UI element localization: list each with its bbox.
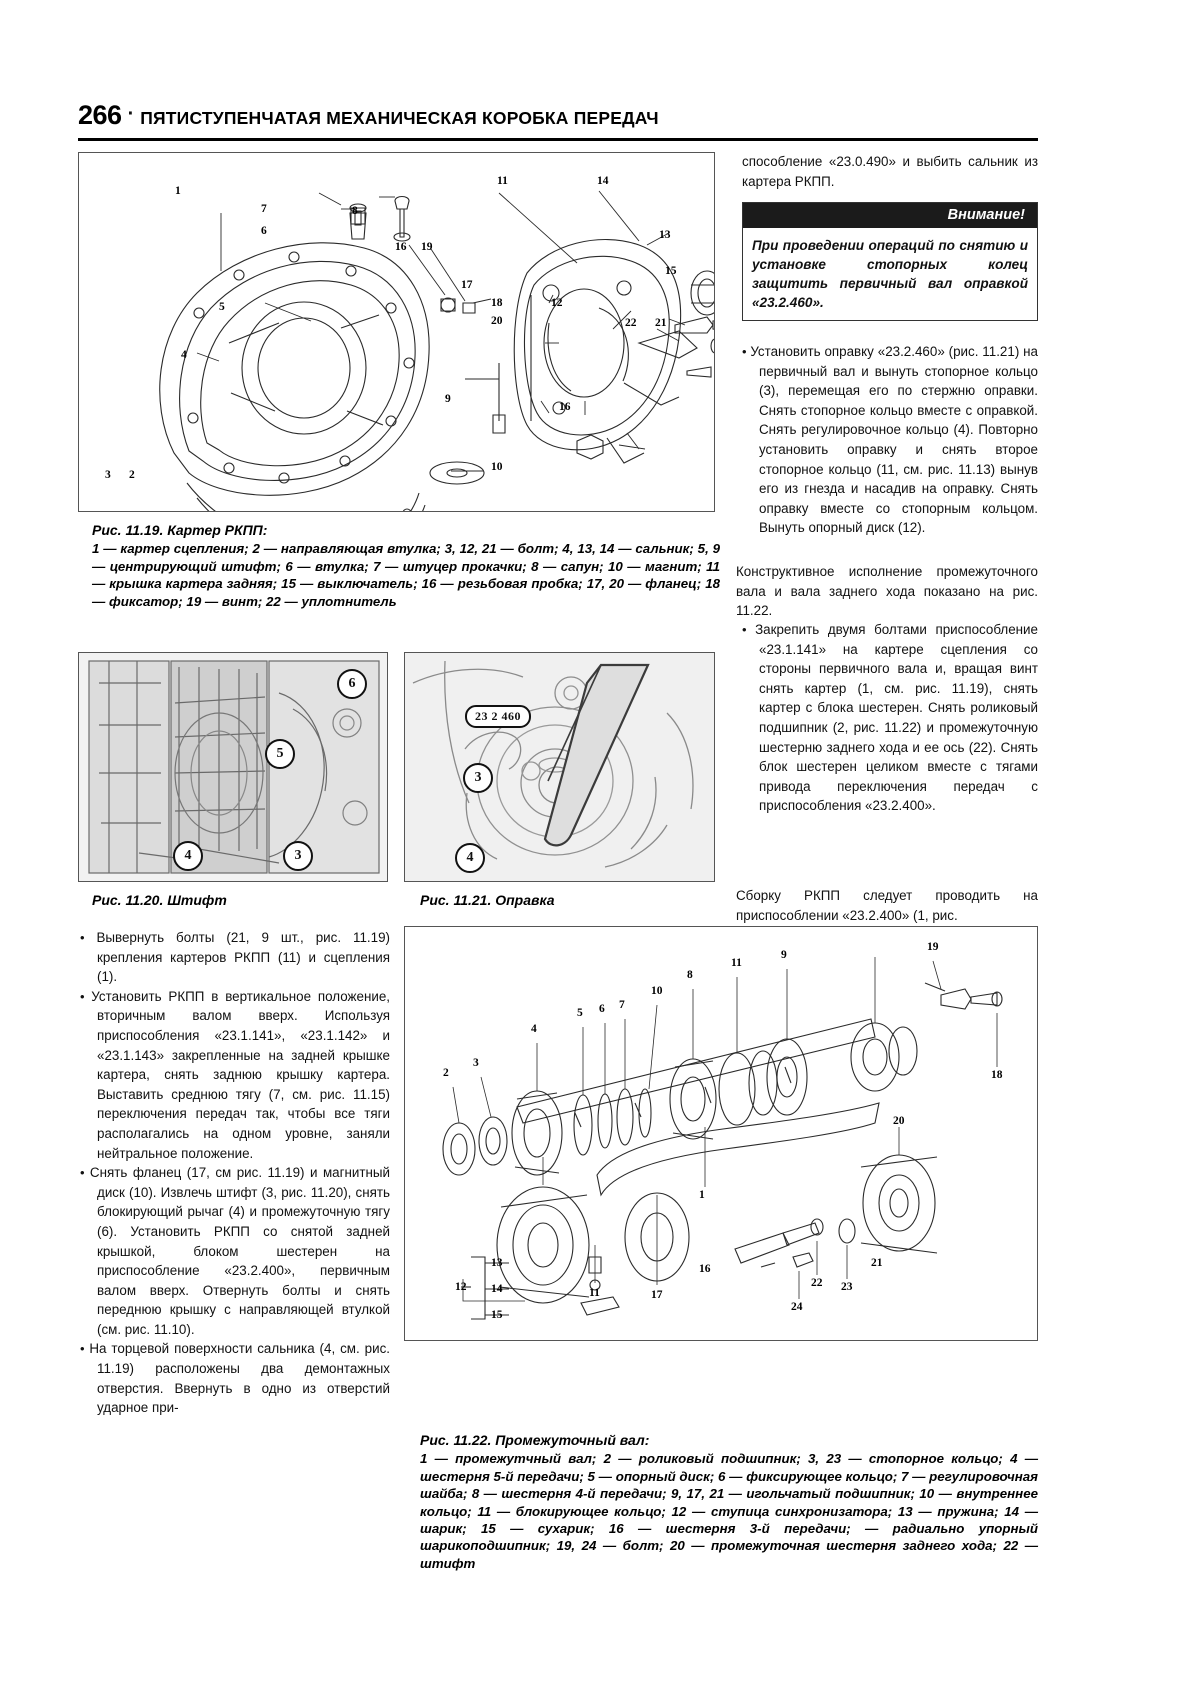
fig-11-19-label: 20 (491, 315, 503, 327)
fig-11-22-label: 7 (619, 999, 625, 1011)
figure-11-19-caption (92, 522, 720, 610)
fig-11-19-label: 19 (421, 241, 433, 253)
fig-11-22-label: 1 (699, 1189, 705, 1201)
figure-11-20-callout-6: 6 (337, 669, 367, 699)
right-column-instructions-1 (742, 342, 1038, 538)
fig-11-22-label: 19 (927, 941, 939, 953)
fig-11-22-label: 6 (599, 1003, 605, 1015)
figure-11-22-legend: 1 — промежутчный вал; 2 — роликовый подшипник; 3, 23 — стопорное кольцо; 4 — шестерня 5-й передачи; 5 — опорный диск; 6 — фиксирующее кольцо; 7 — регулировочная шайба; 8 — шестерня 4-й передачи; 9, 17, 21 — игольчатый подшипник; 10 — внутреннее кольцо; 11 — блокирующее кольцо; 12 — ступица синхронизатора; 13 — пружина; 14 — шарик; 15 — сухарик; 16 — шестерня 3-й передачи; — радиально упорный шарикоподшипник; 19, 24 — болт; 20 — промежуточная шестерня заднего хода; 22 — штифт (420, 1451, 1038, 1571)
header-separator: · (127, 103, 135, 125)
figure-11-19-title: Рис. 11.19. Картер РКПП: (92, 522, 268, 538)
figure-11-21-tool-tag: 23 2 460 (465, 705, 531, 728)
fig-11-22-label: 16 (699, 1263, 711, 1275)
figure-11-19-legend: 1 — картер сцепления; 2 — направляющая втулка; 3, 12, 21 — болт; 4, 13, 14 — сальник; 5, 9 — центрирующий штифт; 6 — втулка; 7 — штуцер прокачки; 8 — сапун; 10 — магнит; 11 — крышка картера задняя; 15 — выключатель; 16 — резьбовая пробка; 17, 20 — фланец; 18 — фиксатор; 19 — винт; 22 — уплотнитель (92, 541, 720, 609)
fig-11-19-label: 15 (665, 265, 677, 277)
fig-11-19-label: 3 (105, 469, 111, 481)
figure-11-20-callout-4: 4 (173, 841, 203, 871)
figure-11-21-photo (405, 653, 714, 881)
fig-11-22-label: 2 (443, 1067, 449, 1079)
right-column-closing: Сборку РКПП следует проводить на приспособлении «23.2.400» (1, рис. (736, 888, 1038, 923)
right-column-instructions-2 (742, 620, 1038, 816)
fig-11-22-label: 14 (491, 1283, 503, 1295)
fig-11-22-label: 22 (811, 1277, 823, 1289)
fig-11-19-label: 6 (261, 225, 267, 237)
page-title: ПЯТИСТУПЕНЧАТАЯ МЕХАНИЧЕСКАЯ КОРОБКА ПЕРЕДАЧ (140, 108, 659, 128)
fig-11-22-label: 10 (651, 985, 663, 997)
warning-body: При проведении операций по снятию и установке стопорных колец защитить первичный вал оправкой «23.2.460». (752, 238, 1028, 310)
right-bullet-2: • Закрепить двумя болтами приспособление «23.1.141» на картере сцепления со стороны первичного вала и, вращая винт снять картер (1, см. рис. 11.19), снять картер с блока шестерен. Снять роликовый подшипник (2, рис. 11.22) и промежуточную шестерню заднего хода и ее ось (22). Снять блок шестерен целиком вместе с тягами привода переключения передач с приспособления «23.2.400». (742, 620, 1038, 816)
fig-11-19-label: 5 (219, 301, 225, 313)
left-bullet-4: • На торцевой поверхности сальника (4, см. рис. 11.19) расположены два демонтажных отверстия. Ввернуть в одно из отверстий ударное при- (80, 1339, 390, 1417)
left-bullet-3: • Снять фланец (17, см рис. 11.19) и магнитный диск (10). Извлечь штифт (3, рис. 11.20), снять блокирующий рычаг (4) и промежуточную тягу (6). Установить РКПП со снятой задней крышкой, блоком шестерен на приспособление «23.2.400», первичным валом вверх. Отвернуть болты и снять переднюю крышку с направляющей втулкой (см. рис. 11.10). (80, 1163, 390, 1339)
figure-11-22-drawing (405, 927, 1037, 1340)
figure-11-21-callout-4: 4 (455, 843, 485, 873)
fig-11-22-label: 18 (991, 1069, 1003, 1081)
fig-11-22-label: 11 (589, 1287, 600, 1299)
figure-11-21-box (404, 652, 715, 882)
fig-11-22-label: 8 (687, 969, 693, 981)
left-bullet-2: • Установить РКПП в вертикальное положение, вторичным валом вверх. Используя приспособления «23.1.141», «23.1.142» и «23.1.143» закрепленные на задней крышке картера, снять заднюю крышку картера. Выставить среднюю тягу (7, см. рис. 11.15) переключения передач так, чтобы все тяги располагались на одном уровне, заняли нейтральное положение. (80, 987, 390, 1163)
right-column-paragraph: Конструктивное исполнение промежуточного вала и вала заднего хода показано на рис. 11.22. (736, 564, 1038, 619)
figure-11-21-caption: Рис. 11.21. Оправка (420, 892, 555, 908)
figure-11-19-drawing (79, 153, 714, 511)
warning-box (742, 202, 1038, 321)
fig-11-19-label: 10 (491, 461, 503, 473)
fig-11-22-label: 12 (455, 1281, 467, 1293)
fig-11-22-label: 5 (577, 1007, 583, 1019)
fig-11-19-label: 12 (551, 297, 563, 309)
fig-11-19-label: 13 (659, 229, 671, 241)
left-column-instructions (80, 928, 390, 1418)
page-number: 266 (78, 100, 122, 130)
fig-11-22-label: 4 (531, 1023, 537, 1035)
header-divider (78, 138, 1038, 141)
right-bullet-1: • Установить оправку «23.2.460» (рис. 11.21) на первичный вал и вынуть стопорное кольцо (3), перемещая его по стержню оправки. Снять стопорное кольцо вместе с оправкой. Снять регулировочное кольцо (4). Повторно установить оправку и снять второе стопорное кольцо (11, см. рис. 11.13) вынув его из гнезда и насадив на оправку. Снять оправку вместе со стопорным кольцом. Вынуть опорный диск (12). (742, 342, 1038, 538)
fig-11-22-label: 21 (871, 1257, 883, 1269)
fig-11-19-label: 18 (491, 297, 503, 309)
fig-11-19-label: 11 (497, 175, 508, 187)
fig-11-19-label: 16 (559, 401, 571, 413)
fig-11-22-label: 13 (491, 1257, 503, 1269)
figure-11-22-title: Рис. 11.22. Промежуточный вал: (420, 1432, 650, 1448)
figure-11-22-caption (420, 1432, 1038, 1572)
fig-11-22-label: 23 (841, 1281, 853, 1293)
fig-11-19-label: 17 (461, 279, 473, 291)
right-column-intro: способление «23.0.490» и выбить сальник из картера РКПП. (742, 154, 1038, 189)
fig-11-19-label: 4 (181, 349, 187, 361)
figure-11-19-box (78, 152, 715, 512)
figure-11-20-caption: Рис. 11.20. Штифт (92, 892, 227, 908)
fig-11-19-label: 14 (597, 175, 609, 187)
fig-11-22-label: 15 (491, 1309, 503, 1321)
fig-11-22-label: 3 (473, 1057, 479, 1069)
fig-11-19-label: 9 (445, 393, 451, 405)
figure-11-20-callout-5: 5 (265, 739, 295, 769)
fig-11-19-label: 2 (129, 469, 135, 481)
fig-11-19-label: 21 (655, 317, 667, 329)
fig-11-19-label: 7 (261, 203, 267, 215)
figure-11-21-callout-3: 3 (463, 763, 493, 793)
fig-11-19-label: 1 (175, 185, 181, 197)
left-bullet-1: • Вывернуть болты (21, 9 шт., рис. 11.19) крепления картеров РКПП (11) и сцепления (1). (80, 928, 390, 987)
figure-11-20-callout-3: 3 (283, 841, 313, 871)
fig-11-22-label: 20 (893, 1115, 905, 1127)
fig-11-22-label: 9 (781, 949, 787, 961)
fig-11-19-label: 16 (395, 241, 407, 253)
fig-11-19-label: 8 (352, 205, 358, 217)
fig-11-22-label: 11 (731, 957, 742, 969)
figure-11-22-box (404, 926, 1038, 1341)
figure-11-20-box (78, 652, 388, 882)
fig-11-19-label: 22 (625, 317, 637, 329)
fig-11-22-label: 24 (791, 1301, 803, 1313)
warning-header: Внимание! (743, 203, 1037, 228)
page-header (78, 100, 1038, 140)
fig-11-22-label: 17 (651, 1289, 663, 1301)
